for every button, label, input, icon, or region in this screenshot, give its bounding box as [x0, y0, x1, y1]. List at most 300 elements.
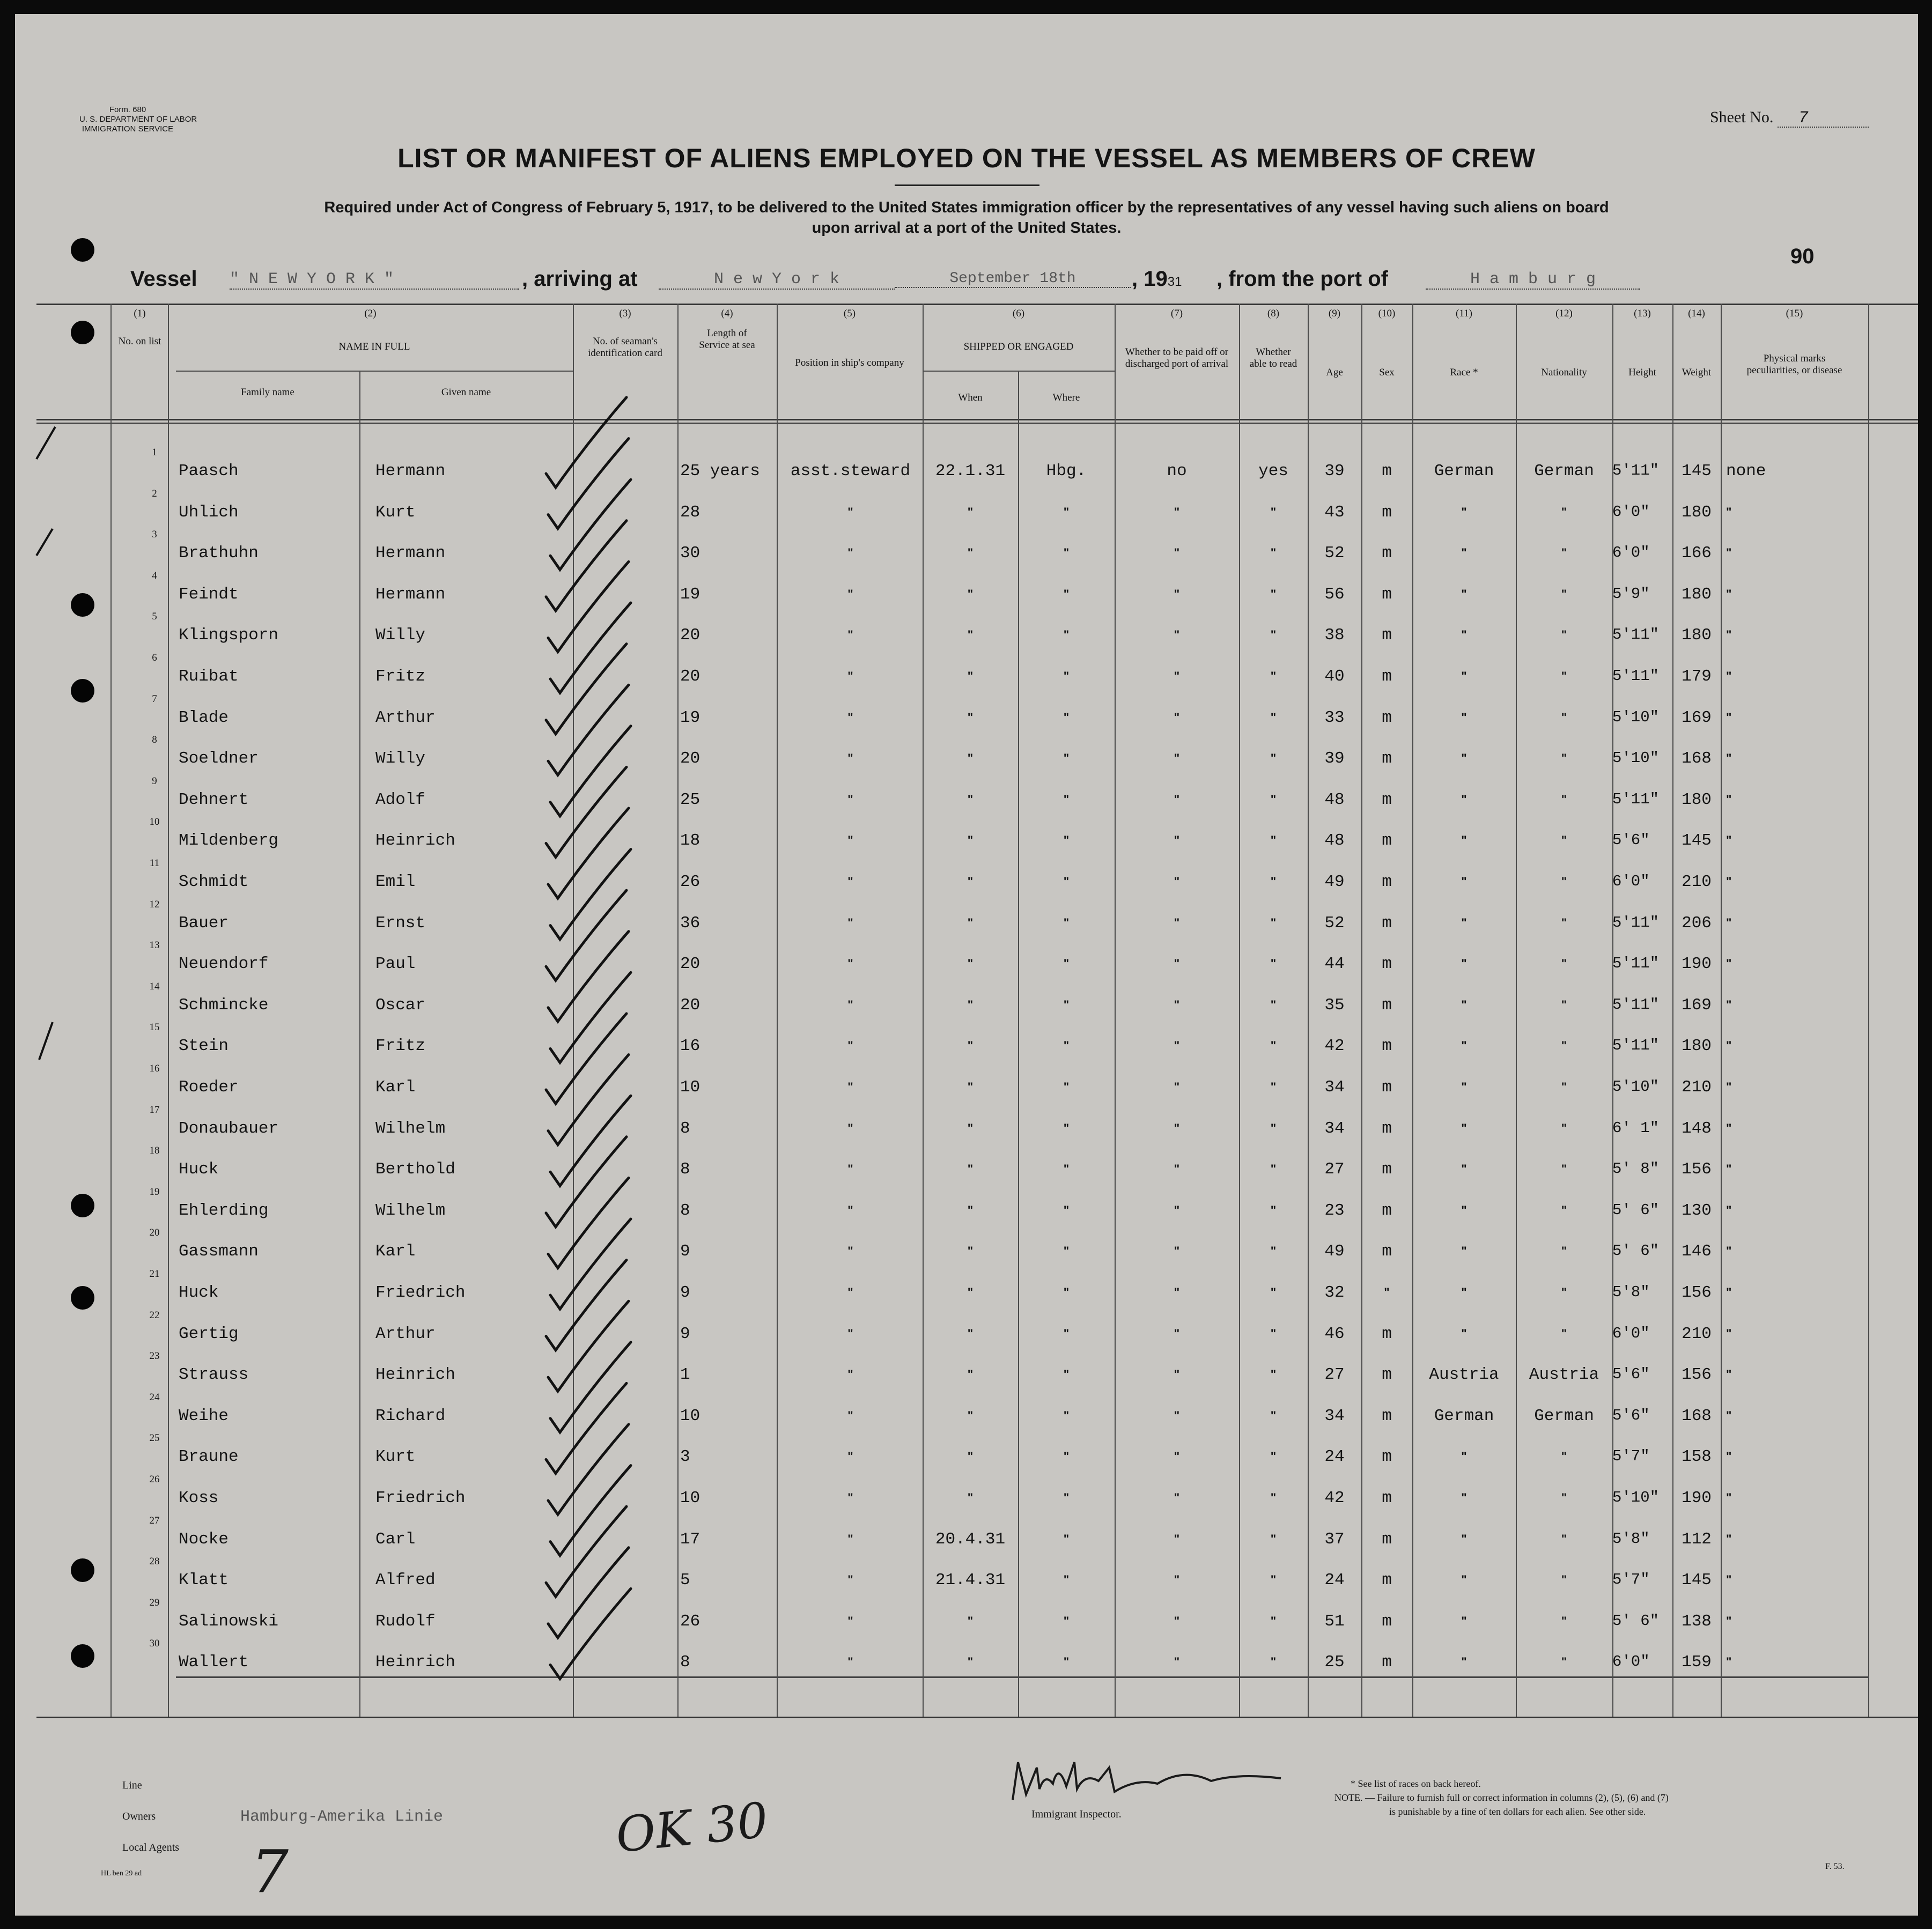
cell-service: 36: [680, 913, 700, 933]
cell-weight: 180: [1682, 1037, 1712, 1056]
vessel-name: " N E W Y O R K ": [230, 270, 519, 290]
cell-race: ": [1461, 1326, 1467, 1340]
cell-race: ": [1461, 1573, 1467, 1587]
cell-sex: m: [1382, 749, 1392, 768]
cell-height: 5'6": [1612, 1365, 1650, 1384]
cell-when: ": [967, 1491, 974, 1504]
page-title: LIST OR MANIFEST OF ALIENS EMPLOYED ON THE VESSEL AS MEMBERS OF CREW: [397, 143, 1536, 173]
cell-paid-off: ": [1174, 505, 1180, 519]
cell-given: Kurt: [375, 1447, 416, 1467]
cell-sex: m: [1382, 1242, 1392, 1261]
cell-weight: 138: [1682, 1612, 1712, 1631]
cell-marks: ": [1726, 1491, 1732, 1504]
cell-race: ": [1461, 1162, 1467, 1176]
cell-weight: 210: [1682, 1078, 1712, 1097]
cell-sex: m: [1382, 1529, 1392, 1549]
cell-where: ": [1063, 587, 1070, 601]
cell-given: Hermann: [375, 544, 446, 563]
checkmark: [548, 561, 629, 652]
cell-read: ": [1270, 875, 1277, 888]
cell-service: 9: [680, 1283, 690, 1302]
cell-height: 5'11": [1612, 790, 1660, 808]
cell-given: Hermann: [375, 462, 446, 481]
cell-where: ": [1063, 505, 1070, 519]
arrival-port: N e w Y o r k: [659, 270, 895, 290]
handwritten-mark: 7: [251, 1837, 289, 1906]
cell-weight: 210: [1682, 873, 1712, 891]
cell-family: Soeldner: [179, 749, 259, 768]
cell-nationality: ": [1561, 1573, 1567, 1587]
col-num-8: (8): [1267, 308, 1280, 319]
cell-marks: ": [1726, 1285, 1732, 1299]
cell-sex: m: [1382, 1324, 1392, 1343]
cell-weight: 146: [1682, 1242, 1712, 1261]
cell-given: Karl: [375, 1078, 416, 1097]
checkmark: [550, 1588, 631, 1679]
cell-sex: m: [1382, 955, 1392, 974]
cell-race: Austria: [1429, 1365, 1499, 1385]
cell-age: 35: [1324, 995, 1345, 1015]
cell-position: ": [847, 1244, 853, 1258]
cell-family: Mildenberg: [179, 831, 279, 851]
cell-service: 16: [680, 1037, 700, 1056]
cell-race: ": [1461, 1532, 1467, 1546]
page-number: 90: [1790, 245, 1815, 268]
cell-service: 10: [680, 1406, 700, 1425]
cell-marks: ": [1726, 1203, 1732, 1217]
cell-paid-off: ": [1174, 1450, 1180, 1464]
cell-paid-off: ": [1174, 833, 1180, 847]
cell-paid-off: ": [1174, 1614, 1180, 1628]
row-number: 13: [149, 940, 160, 951]
cell-when: ": [967, 957, 974, 971]
cell-position: ": [847, 1450, 853, 1464]
cell-height: 6'0": [1612, 544, 1650, 562]
cell-when: ": [967, 997, 974, 1011]
header-sex: Sex: [1379, 367, 1395, 378]
cell-read: ": [1270, 669, 1277, 683]
cell-family: Schmidt: [179, 873, 249, 891]
cell-height: 5'11": [1612, 667, 1660, 685]
cell-given: Kurt: [375, 502, 416, 522]
arriving-label: , arriving at: [522, 267, 638, 291]
cell-when: ": [967, 751, 974, 765]
row-number: 5: [152, 611, 157, 623]
row-number: 18: [149, 1145, 160, 1157]
cell-race: ": [1461, 1080, 1467, 1093]
cell-family: Bauer: [179, 913, 229, 933]
cell-sex: m: [1382, 502, 1392, 522]
cell-service: 8: [680, 1201, 690, 1220]
cell-nationality: ": [1561, 1532, 1567, 1546]
cell-height: 5'11": [1612, 995, 1660, 1014]
cell-given: Willy: [375, 749, 426, 768]
cell-read: ": [1270, 1368, 1277, 1381]
cell-height: 5'10": [1612, 708, 1660, 726]
cell-family: Huck: [179, 1283, 219, 1302]
checkmark: [550, 1219, 631, 1309]
cell-when: ": [967, 1368, 974, 1381]
cell-read: ": [1270, 546, 1277, 560]
cell-position: ": [847, 1039, 853, 1053]
cell-family: Feindt: [179, 585, 239, 604]
cell-height: 6'0": [1612, 502, 1650, 521]
cell-paid-off: ": [1174, 1121, 1180, 1135]
checkmark: [550, 1342, 631, 1432]
cell-weight: 190: [1682, 955, 1712, 974]
cell-marks: ": [1726, 1162, 1732, 1176]
cell-race: ": [1461, 1121, 1467, 1135]
cell-position: ": [847, 628, 853, 642]
cell-nationality: ": [1561, 1162, 1567, 1176]
cell-nationality: ": [1561, 628, 1567, 642]
cell-weight: 130: [1682, 1201, 1712, 1220]
cell-nationality: ": [1561, 1285, 1567, 1299]
checkmark: [548, 1424, 629, 1514]
cell-service: 25: [680, 790, 700, 809]
cell-service: 20: [680, 667, 700, 686]
cell-where: ": [1063, 1244, 1070, 1258]
cell-age: 24: [1324, 1447, 1345, 1467]
cell-sex: m: [1382, 1119, 1392, 1138]
cell-paid-off: ": [1174, 792, 1180, 806]
cell-weight: 190: [1682, 1489, 1712, 1507]
cell-weight: 156: [1682, 1160, 1712, 1179]
checkmark: [550, 1096, 631, 1186]
cell-when: ": [967, 1080, 974, 1093]
cell-family: Klingsporn: [179, 626, 279, 645]
cell-sex: m: [1382, 1365, 1392, 1385]
cell-sex: m: [1382, 626, 1392, 645]
cell-weight: 145: [1682, 462, 1712, 481]
col-num-1: (1): [134, 308, 146, 319]
cell-position: ": [847, 1532, 853, 1546]
cell-where: ": [1063, 1532, 1070, 1546]
cell-age: 38: [1324, 626, 1345, 645]
from-port-label: , from the port of: [1216, 267, 1388, 291]
cell-paid-off: ": [1174, 1655, 1180, 1669]
cell-marks: ": [1726, 710, 1732, 724]
cell-when: ": [967, 1244, 974, 1258]
cell-weight: 158: [1682, 1447, 1712, 1467]
cell-nationality: ": [1561, 1614, 1567, 1628]
cell-where: ": [1063, 997, 1070, 1011]
cell-marks: ": [1726, 1121, 1732, 1135]
cell-given: Fritz: [375, 667, 426, 686]
cell-service: 19: [680, 585, 700, 604]
cell-marks: ": [1726, 751, 1732, 765]
cell-position: ": [847, 997, 853, 1011]
cell-age: 34: [1324, 1078, 1345, 1097]
cell-service: 8: [680, 1653, 690, 1672]
cell-read: ": [1270, 1491, 1277, 1504]
cell-nationality: ": [1561, 1203, 1567, 1217]
cell-paid-off: ": [1174, 587, 1180, 601]
cell-race: ": [1461, 1285, 1467, 1299]
cell-where: ": [1063, 957, 1070, 971]
cell-age: 46: [1324, 1324, 1345, 1343]
cell-sex: m: [1382, 1653, 1392, 1672]
cell-paid-off: ": [1174, 751, 1180, 765]
cell-family: Wallert: [179, 1653, 249, 1672]
cell-where: ": [1063, 1039, 1070, 1053]
cell-nationality: ": [1561, 1080, 1567, 1093]
cell-paid-off: ": [1174, 1491, 1180, 1504]
cell-paid-off: ": [1174, 628, 1180, 642]
cell-sex: m: [1382, 790, 1392, 809]
cell-position: ": [847, 1614, 853, 1628]
cell-when: ": [967, 1408, 974, 1422]
cell-nationality: German: [1534, 462, 1594, 481]
cell-read: ": [1270, 1655, 1277, 1669]
cell-nationality: ": [1561, 1450, 1567, 1464]
form-number: Form. 680: [109, 105, 146, 114]
cell-race: ": [1461, 669, 1467, 683]
cell-paid-off: ": [1174, 710, 1180, 724]
cell-age: 32: [1324, 1283, 1345, 1302]
cell-read: ": [1270, 1244, 1277, 1258]
cell-marks: ": [1726, 915, 1732, 929]
cell-paid-off: ": [1174, 1532, 1180, 1546]
cell-given: Berthold: [375, 1160, 455, 1179]
cell-read: ": [1270, 1080, 1277, 1093]
vessel-label: Vessel: [130, 267, 197, 291]
header-where: Where: [1052, 392, 1080, 403]
cell-position: ": [847, 1368, 853, 1381]
cell-age: 25: [1324, 1653, 1345, 1672]
cell-given: Ernst: [375, 913, 426, 933]
cell-height: 5'6": [1612, 1406, 1650, 1424]
cell-where: ": [1063, 669, 1070, 683]
cell-position: ": [847, 1285, 853, 1299]
checkmark: [546, 397, 626, 487]
cell-read: ": [1270, 1573, 1277, 1587]
sheet-number: 7: [1778, 108, 1869, 128]
cell-paid-off: ": [1174, 1162, 1180, 1176]
cell-read: ": [1270, 833, 1277, 847]
cell-service: 26: [680, 1612, 700, 1631]
form-code: F. 53.: [1825, 1862, 1845, 1871]
cell-where: ": [1063, 1655, 1070, 1669]
cell-age: 43: [1324, 502, 1345, 522]
checkmark: [550, 479, 631, 570]
cell-height: 5'7": [1612, 1447, 1650, 1466]
cell-family: Huck: [179, 1160, 219, 1179]
checkmark: [548, 685, 629, 775]
cell-family: Ehlerding: [179, 1201, 269, 1220]
cell-position: ": [847, 1491, 853, 1504]
cell-when: ": [967, 1285, 974, 1299]
races-note: * See list of races on back hereof.: [1351, 1778, 1481, 1789]
cell-where: ": [1063, 628, 1070, 642]
cell-nationality: German: [1534, 1406, 1594, 1425]
cell-marks: ": [1726, 1368, 1732, 1381]
cell-when: ": [967, 915, 974, 929]
service-name: IMMIGRATION SERVICE: [82, 124, 174, 134]
owners-label: Owners: [122, 1810, 156, 1822]
cell-height: 5'11": [1612, 913, 1660, 932]
cell-race: ": [1461, 792, 1467, 806]
cell-nationality: ": [1561, 1244, 1567, 1258]
header-age: Age: [1326, 367, 1343, 378]
cell-height: 5'7": [1612, 1571, 1650, 1589]
cell-race: ": [1461, 1244, 1467, 1258]
cell-given: Friedrich: [375, 1489, 466, 1507]
cell-sex: m: [1382, 1447, 1392, 1467]
header-seaman-card: No. of seaman's identification card: [588, 336, 662, 359]
cell-when: 21.4.31: [935, 1571, 1006, 1590]
col-num-9: (9): [1328, 308, 1341, 319]
cell-where: ": [1063, 710, 1070, 724]
cell-when: 20.4.31: [935, 1529, 1006, 1549]
cell-age: 52: [1324, 913, 1345, 933]
cell-race: ": [1461, 875, 1467, 888]
cell-where: Hbg.: [1046, 462, 1087, 481]
cell-age: 34: [1324, 1406, 1345, 1425]
cell-position: ": [847, 833, 853, 847]
cell-age: 39: [1324, 749, 1345, 768]
cell-given: Arthur: [375, 1324, 436, 1343]
row-number: 6: [152, 652, 157, 663]
cell-service: 18: [680, 831, 700, 851]
cell-age: 23: [1324, 1201, 1345, 1220]
cell-given: Arthur: [375, 708, 436, 727]
checkmark: [548, 932, 629, 1022]
cell-height: 5'10": [1612, 1489, 1660, 1506]
header-no-on-list: No. on list: [118, 336, 161, 347]
cell-service: 3: [680, 1447, 690, 1467]
cell-weight: 180: [1682, 502, 1712, 522]
cell-service: 8: [680, 1119, 690, 1138]
cell-position: ": [847, 587, 853, 601]
cell-family: Neuendorf: [179, 955, 269, 974]
margin-marks: [15, 14, 197, 1916]
cell-height: 5'8": [1612, 1283, 1650, 1301]
cell-sex: m: [1382, 1201, 1392, 1220]
cell-age: 27: [1324, 1365, 1345, 1385]
row-number: 23: [149, 1350, 160, 1362]
col-num-7: (7): [1170, 308, 1183, 319]
cell-service: 26: [680, 873, 700, 891]
cell-where: ": [1063, 1491, 1070, 1504]
arrival-date: September 18th: [895, 270, 1131, 288]
cell-paid-off: ": [1174, 1368, 1180, 1381]
col-num-11: (11): [1456, 308, 1472, 319]
cell-where: ": [1063, 546, 1070, 560]
year-prefix: , 19: [1132, 267, 1168, 291]
cell-given: Rudolf: [375, 1612, 436, 1631]
cell-position: ": [847, 751, 853, 765]
col-num-6: (6): [1012, 308, 1025, 319]
cell-given: Heinrich: [375, 1365, 455, 1385]
cell-sex: m: [1382, 831, 1392, 851]
cell-read: ": [1270, 915, 1277, 929]
cell-weight: 156: [1682, 1365, 1712, 1385]
cell-sex: ": [1384, 1285, 1390, 1299]
row-number: 10: [149, 816, 160, 828]
row-number: 2: [152, 487, 157, 499]
row-number: 12: [149, 898, 160, 910]
row-number: 8: [152, 734, 157, 746]
cell-marks: ": [1726, 997, 1732, 1011]
cell-marks: none: [1726, 462, 1766, 481]
cell-age: 51: [1324, 1612, 1345, 1631]
row-number: 1: [152, 447, 157, 458]
cell-family: Weihe: [179, 1406, 229, 1425]
cell-race: ": [1461, 1450, 1467, 1464]
cell-weight: 180: [1682, 790, 1712, 809]
cell-weight: 148: [1682, 1119, 1712, 1138]
cell-when: ": [967, 1614, 974, 1628]
cell-given: Adolf: [375, 790, 426, 809]
row-number: 7: [152, 693, 157, 705]
cell-service: 9: [680, 1324, 690, 1343]
cell-given: Heinrich: [375, 831, 455, 851]
checkmark: [548, 808, 629, 898]
row-number: 22: [149, 1309, 160, 1321]
cell-where: ": [1063, 1121, 1070, 1135]
cell-service: 28: [680, 502, 700, 522]
cell-where: ": [1063, 1203, 1070, 1217]
header-given-name: Given name: [441, 387, 491, 398]
cell-given: Emil: [375, 873, 416, 891]
cell-marks: ": [1726, 875, 1732, 888]
cell-where: ": [1063, 1162, 1070, 1176]
cell-where: ": [1063, 1408, 1070, 1422]
cell-weight: 169: [1682, 708, 1712, 727]
cell-nationality: ": [1561, 1655, 1567, 1669]
cell-where: ": [1063, 833, 1070, 847]
cell-race: German: [1434, 462, 1494, 481]
cell-given: Carl: [375, 1529, 416, 1549]
cell-weight: 145: [1682, 831, 1712, 851]
cell-given: Oscar: [375, 995, 426, 1015]
cell-nationality: ": [1561, 915, 1567, 929]
department-name: U. S. DEPARTMENT OF LABOR: [79, 115, 197, 124]
print-code: HL ben 29 ad: [101, 1869, 142, 1878]
cell-where: ": [1063, 1080, 1070, 1093]
handwritten-ok-30: OK 30: [613, 1792, 771, 1864]
cell-position: ": [847, 669, 853, 683]
cell-weight: 169: [1682, 995, 1712, 1015]
cell-service: 17: [680, 1529, 700, 1549]
cell-position: ": [847, 1655, 853, 1669]
cell-read: ": [1270, 1326, 1277, 1340]
cell-height: 6'0": [1612, 1653, 1650, 1671]
cell-read: ": [1270, 1614, 1277, 1628]
cell-marks: ": [1726, 1039, 1732, 1053]
cell-when: ": [967, 669, 974, 683]
cell-race: ": [1461, 833, 1467, 847]
row-number: 14: [149, 980, 160, 992]
cell-when: ": [967, 628, 974, 642]
cell-sex: m: [1382, 1571, 1392, 1590]
cell-when: ": [967, 1039, 974, 1053]
cell-race: ": [1461, 957, 1467, 971]
row-number: 21: [149, 1268, 160, 1280]
cell-when: 22.1.31: [935, 462, 1006, 481]
cell-weight: 168: [1682, 749, 1712, 768]
cell-race: ": [1461, 997, 1467, 1011]
cell-marks: ": [1726, 957, 1732, 971]
row-number: 19: [149, 1186, 160, 1198]
cell-nationality: ": [1561, 1121, 1567, 1135]
cell-service: 25 years: [680, 462, 760, 481]
cell-when: ": [967, 1203, 974, 1217]
header-nationality: Nationality: [1541, 367, 1587, 378]
cell-age: 42: [1324, 1037, 1345, 1056]
cell-family: Stein: [179, 1037, 229, 1056]
